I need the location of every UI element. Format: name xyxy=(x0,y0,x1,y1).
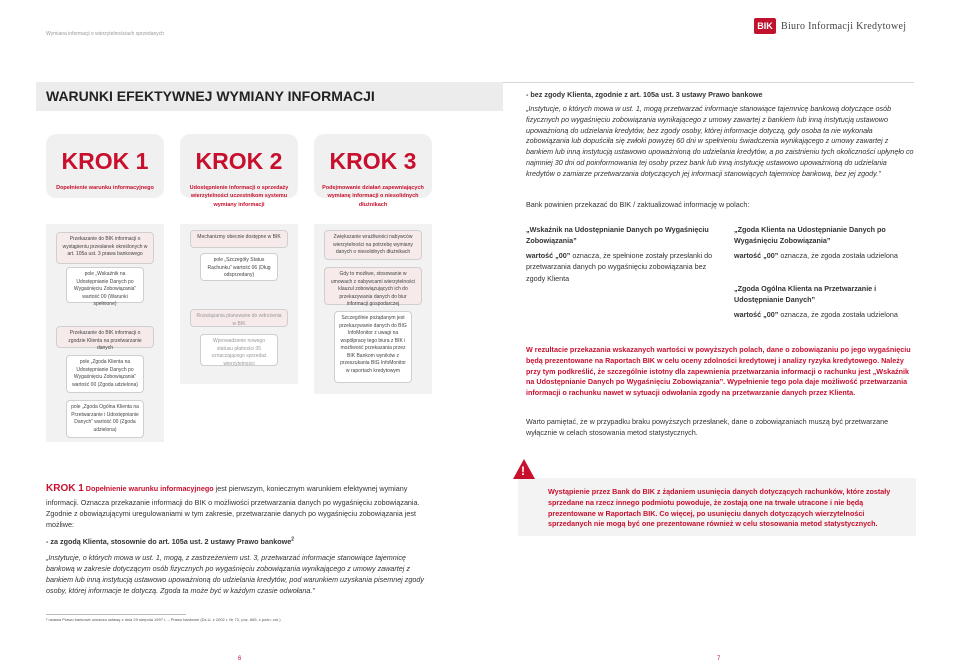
footnote-ref: 2 xyxy=(291,536,295,543)
field-2-text: oznacza, że zgoda została udzielona xyxy=(778,251,898,261)
col-3-box-1: Zwiększanie wrażliwości nabywców wierzytelności na potrzebę wymiany danych o niesolidnych dłużnikach xyxy=(324,230,422,260)
col-1-box-5: pole „Zgoda Ogólna Klienta na Przetwarzanie i Udostępnianie Danych” wartość 00 (Zgoda udzielona) xyxy=(66,400,144,438)
field-1-title: „Wskaźnik na Udostępnianie Danych po Wygaśnięciu Zobowiązania” xyxy=(526,225,709,246)
col-2-box-4: Wprowadzenie nowego statusu płatności 05 oznaczającego sprzedaż wierzytelności xyxy=(200,334,278,366)
bik-logo-icon: BIK xyxy=(754,18,776,34)
clause-3-heading: - bez zgody Klienta, zgodnie z art. 105a ust. 3 ustawy Prawo bankowe xyxy=(526,90,763,99)
field-2-desc xyxy=(734,250,916,261)
header-caption: Wymiana informacji o wierzytelnościach sprzedanych xyxy=(46,31,165,37)
clause-2-quote: „Instytucje, o których mowa w ust. 1, mogą, z zastrzeżeniem ust. 3, przetwarzać informacje stanowiące tajemnicę bankową w zakresie dotyczącym osób fizycznych po wygaśnięciu zobowiązania wynikającego z umowy zawartej z bankiem lub inną instytucją ustawowo upoważnioną do udzielania kredytów, pod warunkiem uzyskania pisemnej zgody osoby, której informacje te dotyczą. Zgoda ta może być w każdym czasie odwołana.” xyxy=(46,553,424,596)
fields-intro: Bank powinien przekazać do BIK / zaktualizować informację w polach: xyxy=(526,200,750,209)
clause-2-heading xyxy=(46,536,434,547)
footnote-divider xyxy=(46,614,186,615)
col-1-box-2: pole „Wskaźnik na Udostępnianie Danych po Wygaśnięciu Zobowiązania” wartość 00 (Warunki spełnione) xyxy=(66,267,144,303)
col-1-box-3: Przekazanie do BIK informacji o zgodzie Klienta na przetwarzanie danych xyxy=(56,326,154,348)
step-1-label: KROK 1 xyxy=(61,148,149,174)
field-3-text: oznacza, że zgoda została udzielona xyxy=(778,310,898,320)
field-block-1 xyxy=(526,224,716,284)
note-paragraph: Warto pamiętać, że w przypadku braku powyższych przesłanek, dane o zobowiązaniach muszą być przetwarzane wyłącznie w celach stosowania metod statystycznych. xyxy=(526,417,889,438)
step-3-desc: Podejmowanie działań zapewniających wymianę informacji o niesolidnych dłużnikach xyxy=(322,185,424,208)
col-1-box-1: Przekazanie do BIK informacji o wystąpieniu przesłanek określonych w art. 105a ust. 3 prawa bankowego xyxy=(56,232,154,264)
field-3-desc xyxy=(734,309,916,320)
col-3-box-2: Gdy to możliwe, stosowanie w umowach z nabywcami wierzytelności klauzul zobowiązujących ich do przekazywania danych do biur informacji gospodarczej xyxy=(324,267,422,305)
clause-3-quote: „Instytucje, o których mowa w ust. 1, mogą przetwarzać informacje stanowiące tajemnicę bankową dotyczące osób fizycznych po wygaśnięciu zobowiązania wynikającego z umowy zawartej z bankiem lub inną instytucją ustawowo upoważnioną do udzielania kredytów, bez zgody osoby, której informacje dotyczą, gdy osoba ta nie wykonała zobowiązania lub dopuściła się zwłoki powyżej 60 dni w spełnieniu świadczenia wynikającego z umowy zawartej z bankiem lub inną instytucją ustawowo upoważnioną do udzielania kredytów, a po zaistnieniu tych okoliczności upłynęło co najmniej 30 dni od poinformowania tej osoby przez bank lub inną instytucję ustawowo upoważnioną do udzielania kredytów o zamiarze przetwarzania dotyczących jej informacji stanowiących tajemnicę bankową, bez jej zgody.” xyxy=(526,104,914,178)
step-1-desc: Dopełnienie warunku informacyjnego xyxy=(56,185,154,191)
step-3-label: KROK 3 xyxy=(329,148,417,174)
footnote: ² ustawa Prawo bankowe oznacza ustawę z dnia 29 sierpnia 1997 r. – Prawo bankowe (Dz.U. z 2002 r. Nr 72, poz. 665, z późn. zm.) xyxy=(46,617,281,622)
page-number-right: 7 xyxy=(717,656,721,662)
col-2-box-2: pole „Szczegóły Status Rachunku” wartość 06 (Dług odsprzedany) xyxy=(200,253,278,281)
col-1-box-4: pole „Zgoda Klienta na Udostępnianie Danych po Wygaśnięciu Zobowiązania” wartość 00 (Zgoda udzielona) xyxy=(66,355,144,393)
step-2-desc: Udostępnienie informacji o sprzedaży wierzytelności uczestnikom systemu wymiany informacji xyxy=(189,185,289,208)
clause-2-heading-text: - za zgodą Klienta, stosownie do art. 105a ust. 2 ustawy Prawo bankowe xyxy=(46,537,292,546)
logo-text: Biuro Informacji Kredytowej xyxy=(781,21,907,32)
field-block-3 xyxy=(734,283,916,320)
field-1-text: oznacza, że spełnione zostały przesłanki do przetwarzania danych po wygaśnięciu zobowiązania bez zgody Klienta xyxy=(526,251,713,283)
warning-text: Wystąpienie przez Bank do BIK z żądaniem usunięcia danych dotyczących rachunków, które zostały sprzedane na rzecz innego podmiotu powoduje, że zostają one na trwałe utracone i nie będą prezentowane w Raportach BIK. Co więcej, po usunięciu danych dotyczących wierzytelności sprzedanych nie mogą być one prezentowane również w celu stosowania metod statystycznych. xyxy=(548,487,891,529)
krok1-paragraph xyxy=(46,481,434,530)
field-1-value: wartość „00” xyxy=(526,251,571,261)
exclamation-mark: ! xyxy=(521,464,525,478)
field-3-value: wartość „00” xyxy=(734,310,779,320)
krok1-lead: Dopełnienie warunku informacyjnego xyxy=(85,484,214,493)
col-2-box-3: Rozwiązania planowane do wdrożenia w BIK xyxy=(190,309,288,327)
krok1-label: KROK 1 xyxy=(46,483,84,494)
field-block-2 xyxy=(734,224,916,261)
col-3-box-3: Szczególnie pożądanym jest przekazywanie danych do BIG InfoMonitor z uwagi na współpracę tego biura z BIK i możliwość przekazania przez BIK Bankom wyników z przeszukania BIG InfoMonitor w raportach kredytowym xyxy=(334,311,412,383)
page-number-left: 6 xyxy=(238,656,242,662)
step-2-label: KROK 2 xyxy=(195,148,283,174)
field-2-title: „Zgoda Klienta na Udostępnianie Danych po Wygaśnięciu Zobowiązania” xyxy=(734,225,886,246)
page-title: WARUNKI EFEKTYWNEJ WYMIANY INFORMACJI xyxy=(46,88,375,104)
col-2-box-1: Mechanizmy obecnie dostępne w BIK xyxy=(190,230,288,248)
result-paragraph: W rezultacie przekazania wskazanych wartości w powyższych polach, dane o zobowiązaniu po jego wygaśnięciu będą prezentowane na Raportach BIK w celu oceny zdolności kredytowej i analizy ryzyka kredytowego. Należy przy tym podkreślić, że szczególnie istotny dla zapewnienia przetwarzania informacji o rachunku jest „Wskaźnik na Udostępnianie Danych po Wygaśnięciu Zobowiązania”. Wypełnienie tego pola daje możliwość przetwarzania informacji o rachunku nawet w sytuacji odwołania zgody na przetwarzanie danych przez Klienta. xyxy=(526,345,911,398)
field-2-value: wartość „00” xyxy=(734,251,779,261)
field-3-title: „Zgoda Ogólna Klienta na Przetwarzanie i Udostępnianie Danych” xyxy=(734,284,877,305)
krok1-text: jest pierwszym, koniecznym warunkiem efektywnej wymiany informacji. Oznacza przekazanie informacji do BIK o możliwości przetwarzania danych po wygaśnięciu zobowiązania. Zgodnie z obowiązującymi uregulowaniami w tym zakresie, przetwarzanie danych po wygaśnięciu zobowiązania jest możliwe: xyxy=(46,484,420,529)
field-1-desc xyxy=(526,250,716,283)
